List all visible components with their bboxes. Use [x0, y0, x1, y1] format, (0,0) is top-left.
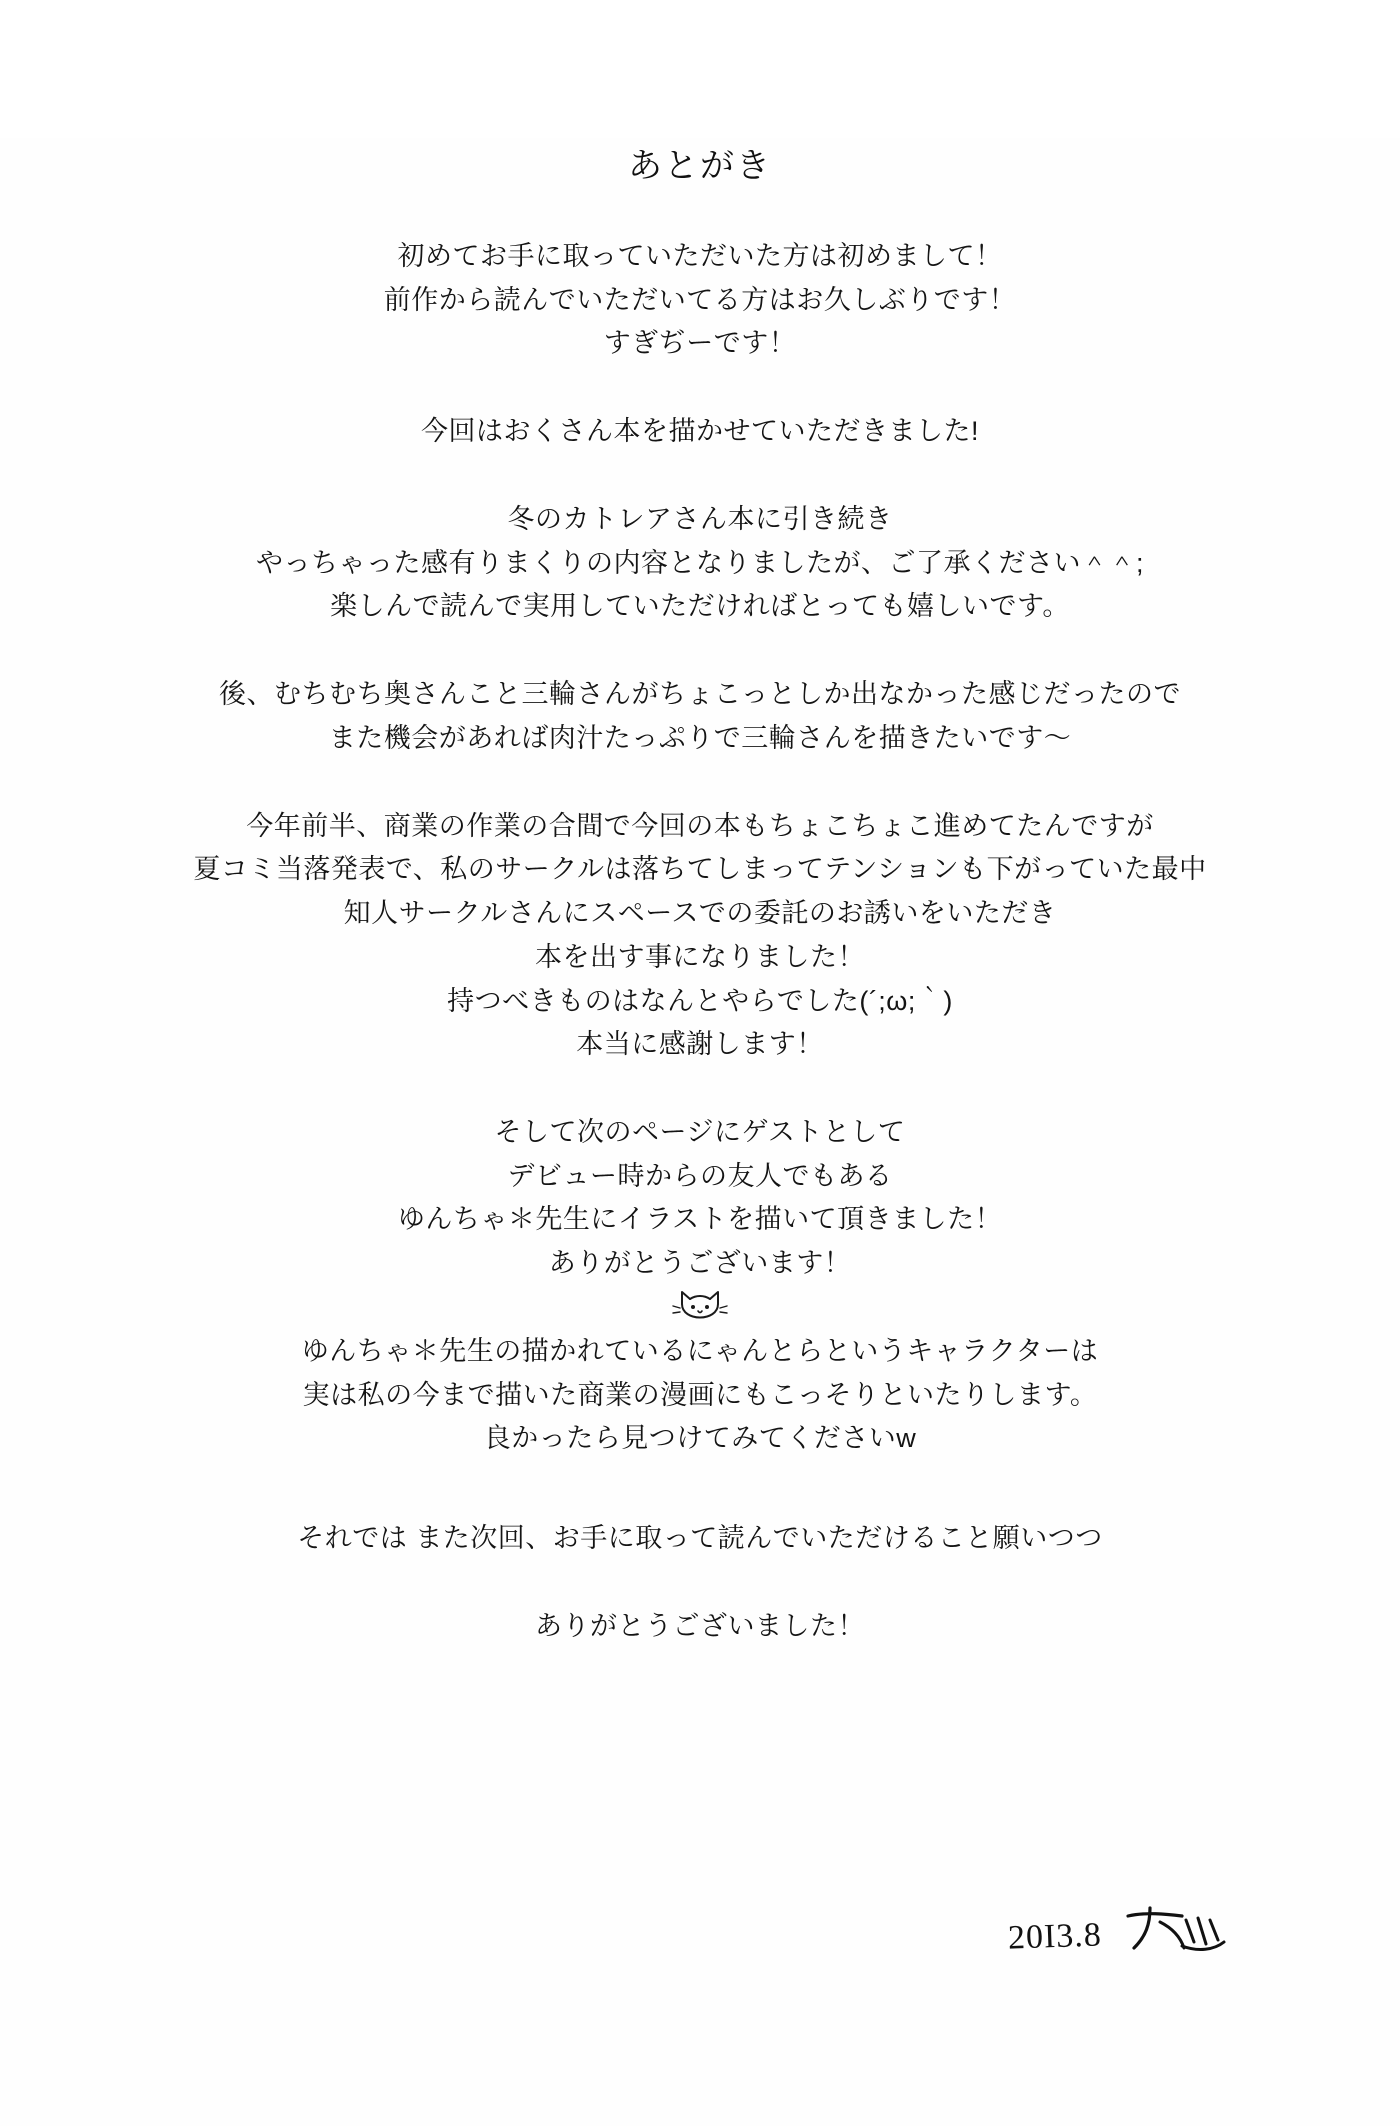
- text-line: ゆんちゃ＊先生にイラストを描いて頂きました！: [397, 1204, 1003, 1235]
- paragraph-theme: [0, 410, 1400, 454]
- paragraph-miwa-note: [0, 673, 1400, 760]
- text-line: 前作から読んでいただいてる方はお久しぶりです！: [383, 284, 1017, 315]
- text-line: 今回はおくさん本を描かせていただきました!: [420, 416, 979, 447]
- text-line: ありがとうございます！: [548, 1248, 852, 1279]
- text-line: ありがとうございました！: [535, 1610, 865, 1641]
- paragraph-closing: [0, 1517, 1400, 1561]
- text-line: 後、むちむち奥さんこと三輪さんがちょこっとしか出なかった感じだったので: [219, 679, 1181, 710]
- text-line: そして次のページにゲストとして: [494, 1117, 906, 1148]
- paragraph-circle-note: [0, 805, 1400, 1067]
- text-line: 知人サークルさんにスペースでの委託のお誘いをいただき: [343, 898, 1057, 929]
- text-line: 持つべきものはなんとやらでした(´;ω;｀): [447, 985, 953, 1016]
- signature-date: 20I3.8: [1007, 1916, 1103, 1957]
- text-line: 夏コミ当落発表で、私のサークルは落ちてしまってテンションも下がっていた最中: [193, 854, 1207, 885]
- paragraph-nyantora-note: [0, 1330, 1400, 1461]
- text-line: 初めてお手に取っていただいた方は初めまして！: [397, 241, 1003, 271]
- text-line: 楽しんで読んで実用していただければとっても嬉しいです。: [330, 591, 1070, 622]
- text-line: 冬のカトレアさん本に引き続き: [507, 503, 893, 534]
- artist-signature-icon: [1120, 1902, 1230, 1956]
- page-title: あとがき: [628, 147, 772, 185]
- text-line: 本当に感謝します！: [576, 1029, 824, 1060]
- text-line: 本を出す事になりました！: [535, 941, 865, 972]
- text-line: それでは また次回、お手に取って読んでいただけること願いつつ: [297, 1523, 1103, 1554]
- signature-block: [1008, 1902, 1230, 1956]
- text-line: また機会があれば肉汁たっぷりで三輪さんを描きたいです〜: [328, 722, 1072, 753]
- text-line: 良かったら見つけてみてくださいw: [483, 1423, 917, 1454]
- text-line: やっちゃった感有りまくりの内容となりましたが、ご了承ください＾＾;: [256, 547, 1144, 578]
- paragraph-intro: [0, 235, 1400, 366]
- text-line: ゆんちゃ＊先生の描かれているにゃんとらというキャラクターは: [301, 1335, 1099, 1366]
- paragraph-guest-note: [0, 1111, 1400, 1286]
- afterword-page: [0, 138, 1400, 2126]
- text-line: すぎぢーです！: [603, 328, 797, 359]
- paragraph-content-note: [0, 498, 1400, 629]
- text-line: デビュー時からの友人でもある: [507, 1160, 893, 1191]
- paragraph-thanks: [0, 1605, 1400, 1649]
- text-line: 実は私の今まで描いた商業の漫画にもこっそりといたりします。: [302, 1379, 1098, 1410]
- text-line: 今年前半、商業の作業の合間で今回の本もちょこちょこ進めてたんですが: [246, 810, 1154, 841]
- cat-doodle-icon: [670, 1286, 730, 1332]
